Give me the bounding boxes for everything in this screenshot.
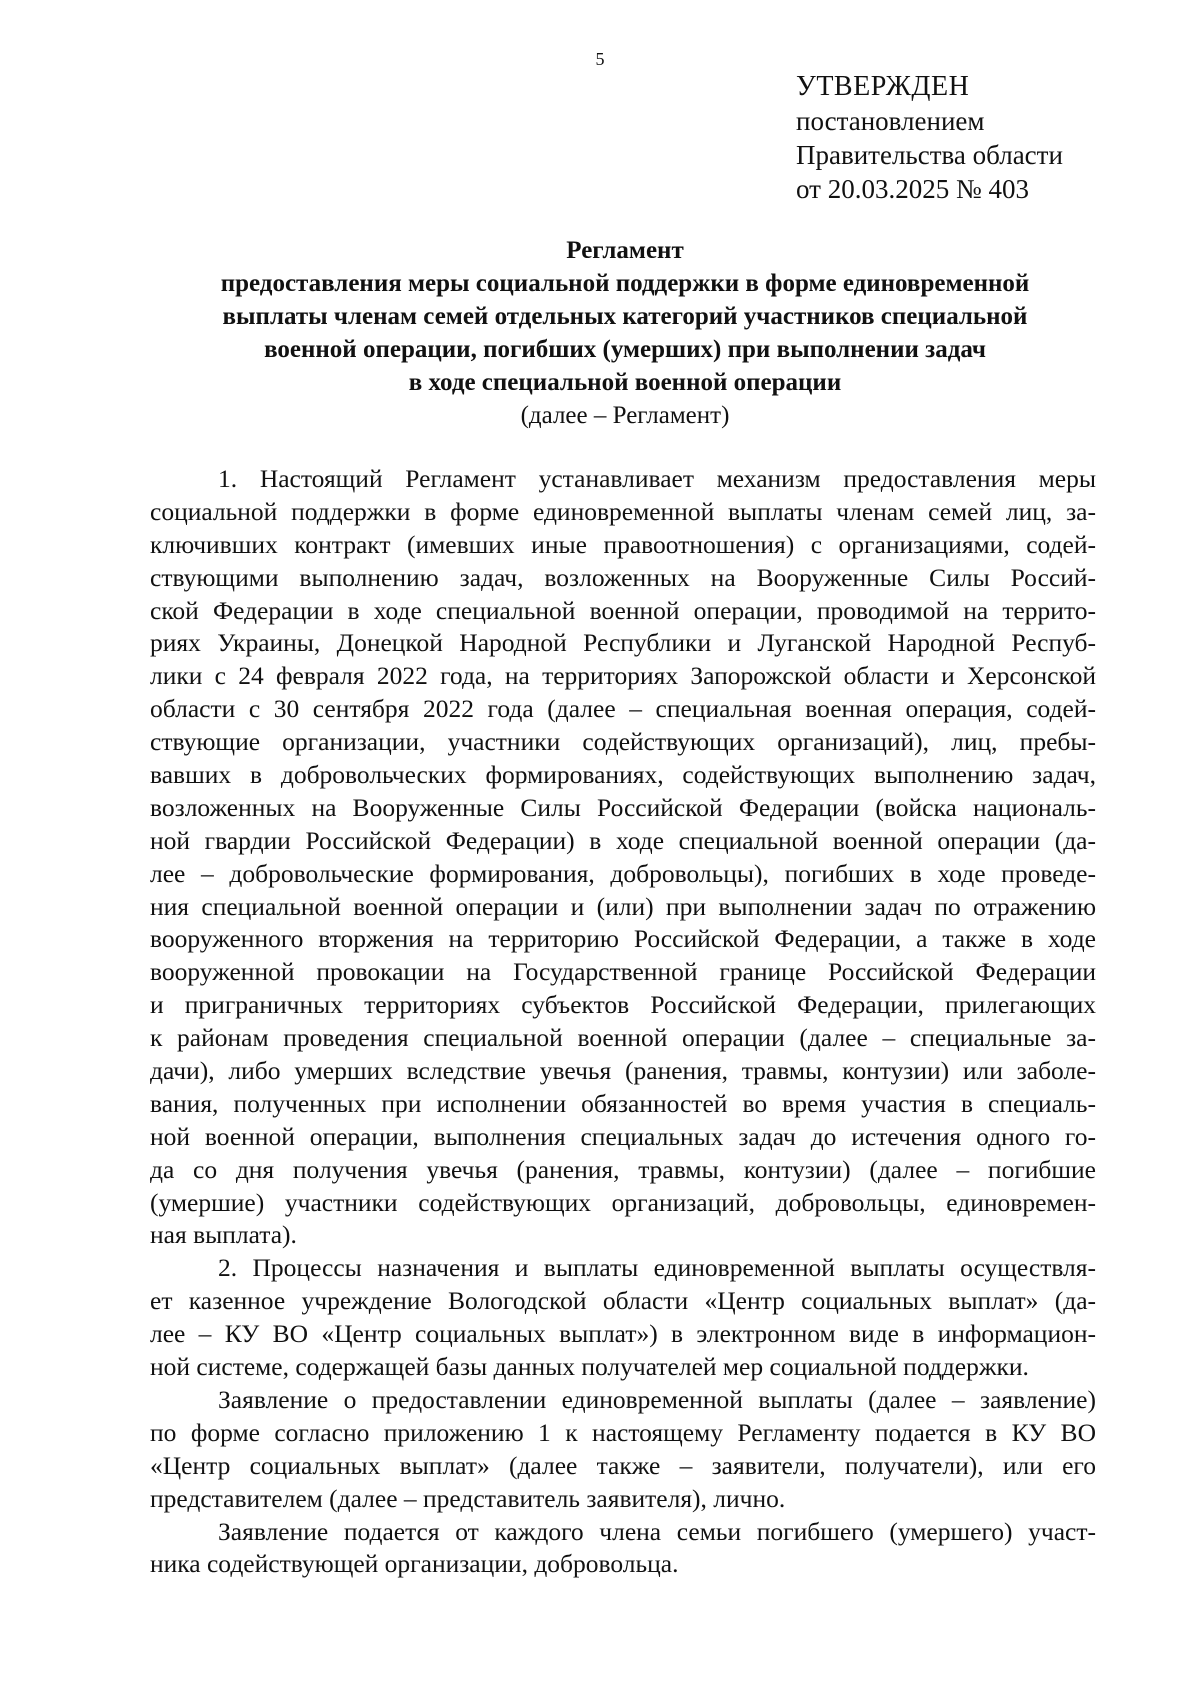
paragraph-line: ная выплата).	[150, 1220, 297, 1250]
paragraph-line: Заявление о предоставлении единовременной выплаты (далее – заявление)	[218, 1384, 1096, 1414]
paragraph-line: ника содействующей организации, добровольца.	[150, 1549, 679, 1579]
paragraph-line: вания, полученных при исполнении обязанностей во время участия в специаль-	[150, 1088, 1096, 1118]
paragraph-line: лее – добровольческие формирования, добровольцы), погибших в ходе проведе-	[150, 858, 1096, 888]
paragraph-line: риях Украины, Донецкой Народной Республики и Луганской Народной Респуб-	[150, 628, 1096, 658]
document-subheading-line: военной операции, погибших (умерших) при выполнении задач	[264, 336, 986, 363]
paragraph-line: «Центр социальных выплат» (далее также – заявители, получатели), или его	[150, 1450, 1096, 1480]
paragraph-line: ной гвардии Российской Федерации) в ходе специальной военной операции (да-	[150, 825, 1096, 855]
paragraph-line: Заявление подается от каждого члена семьи погибшего (умершего) участ-	[218, 1516, 1096, 1546]
paragraph-line: ния специальной военной операции и (или) при выполнении задач по отражению	[150, 891, 1096, 921]
paragraph-line: по форме согласно приложению 1 к настоящему Регламенту подается в КУ ВО	[150, 1417, 1096, 1447]
paragraph-line: ной военной операции, выполнения специальных задач до истечения одного го-	[150, 1121, 1096, 1151]
document-subheading-line: выплаты членам семей отдельных категорий участников специальной	[222, 303, 1028, 330]
paragraph-line: представителем (далее – представитель заявителя), лично.	[150, 1483, 786, 1513]
paragraph-line: возложенных на Вооруженные Силы Российской Федерации (войска националь-	[150, 792, 1096, 822]
paragraph-line: социальной поддержки в форме единовременной выплаты членам семей лиц, за-	[150, 496, 1096, 526]
paragraph-line: дачи), либо умерших вследствие увечья (ранения, травмы, контузии) или заболе-	[150, 1056, 1096, 1086]
document-title-note: (далее – Регламент)	[520, 402, 730, 429]
approval-line: Правительства области	[796, 140, 1063, 170]
paragraph-line: вавших в добровольческих формированиях, содействующих выполнению задач,	[150, 760, 1096, 790]
paragraph	[150, 463, 1096, 1252]
paragraph-line: ключивших контракт (имевших иные правоотношения) с организациями, содей-	[150, 529, 1096, 559]
paragraph-line: ствующими выполнению задач, возложенных на Вооруженные Силы Россий-	[150, 562, 1096, 592]
paragraph-line: лики с 24 февраля 2022 года, на территориях Запорожской области и Херсонской	[150, 661, 1096, 691]
page-number: 5	[595, 49, 605, 69]
approval-line: постановлением	[796, 106, 985, 136]
document-subheading-line: предоставления меры социальной поддержки в форме единовременной	[220, 270, 1030, 297]
paragraph-line: лее – КУ ВО «Центр социальных выплат») в электронном виде в информацион-	[150, 1319, 1096, 1349]
paragraph-line: вооруженного вторжения на территорию Российской Федерации, а также в ходе	[150, 924, 1096, 954]
paragraph-line: 1. Настоящий Регламент устанавливает механизм предоставления меры	[218, 464, 1096, 493]
paragraph-line: (умершие) участники содействующих организаций, добровольцы, единовремен-	[150, 1187, 1096, 1217]
paragraph-line: ствующие организации, участники содействующих организаций), лиц, пребы-	[150, 727, 1096, 757]
approval-line: от 20.03.2025 № 403	[796, 174, 1029, 204]
paragraph	[150, 1384, 1096, 1516]
paragraph-line: ет казенное учреждение Вологодской области «Центр социальных выплат» (да-	[150, 1286, 1096, 1316]
paragraph-line: и приграничных территориях субъектов Российской Федерации, прилегающих	[150, 990, 1096, 1020]
paragraph-line: области с 30 сентября 2022 года (далее – специальная военная операция, содей-	[150, 694, 1096, 724]
document-subheading-line: в ходе специальной военной операции	[408, 369, 842, 396]
document-title-block	[150, 234, 1100, 432]
document-body	[150, 463, 1096, 1581]
approval-title: УТВЕРЖДЕН	[796, 71, 970, 102]
approval-stamp	[796, 70, 1063, 206]
paragraph-line: да со дня получения увечья (ранения, травмы, контузии) (далее – погибшие	[150, 1154, 1096, 1184]
paragraph-line: к районам проведения специальной военной операции (далее – специальные за-	[150, 1023, 1096, 1053]
paragraph	[150, 1516, 1096, 1582]
paragraph	[150, 1252, 1096, 1384]
paragraph-line: вооруженной провокации на Государственной границе Российской Федерации	[150, 957, 1096, 987]
paragraph-line: ской Федерации в ходе специальной военной операции, проводимой на террито-	[150, 595, 1096, 625]
document-heading: Регламент	[566, 237, 684, 264]
paragraph-line: ной системе, содержащей базы данных получателей мер социальной поддержки.	[150, 1352, 1029, 1382]
paragraph-line: 2. Процессы назначения и выплаты единовременной выплаты осуществля-	[218, 1253, 1096, 1283]
